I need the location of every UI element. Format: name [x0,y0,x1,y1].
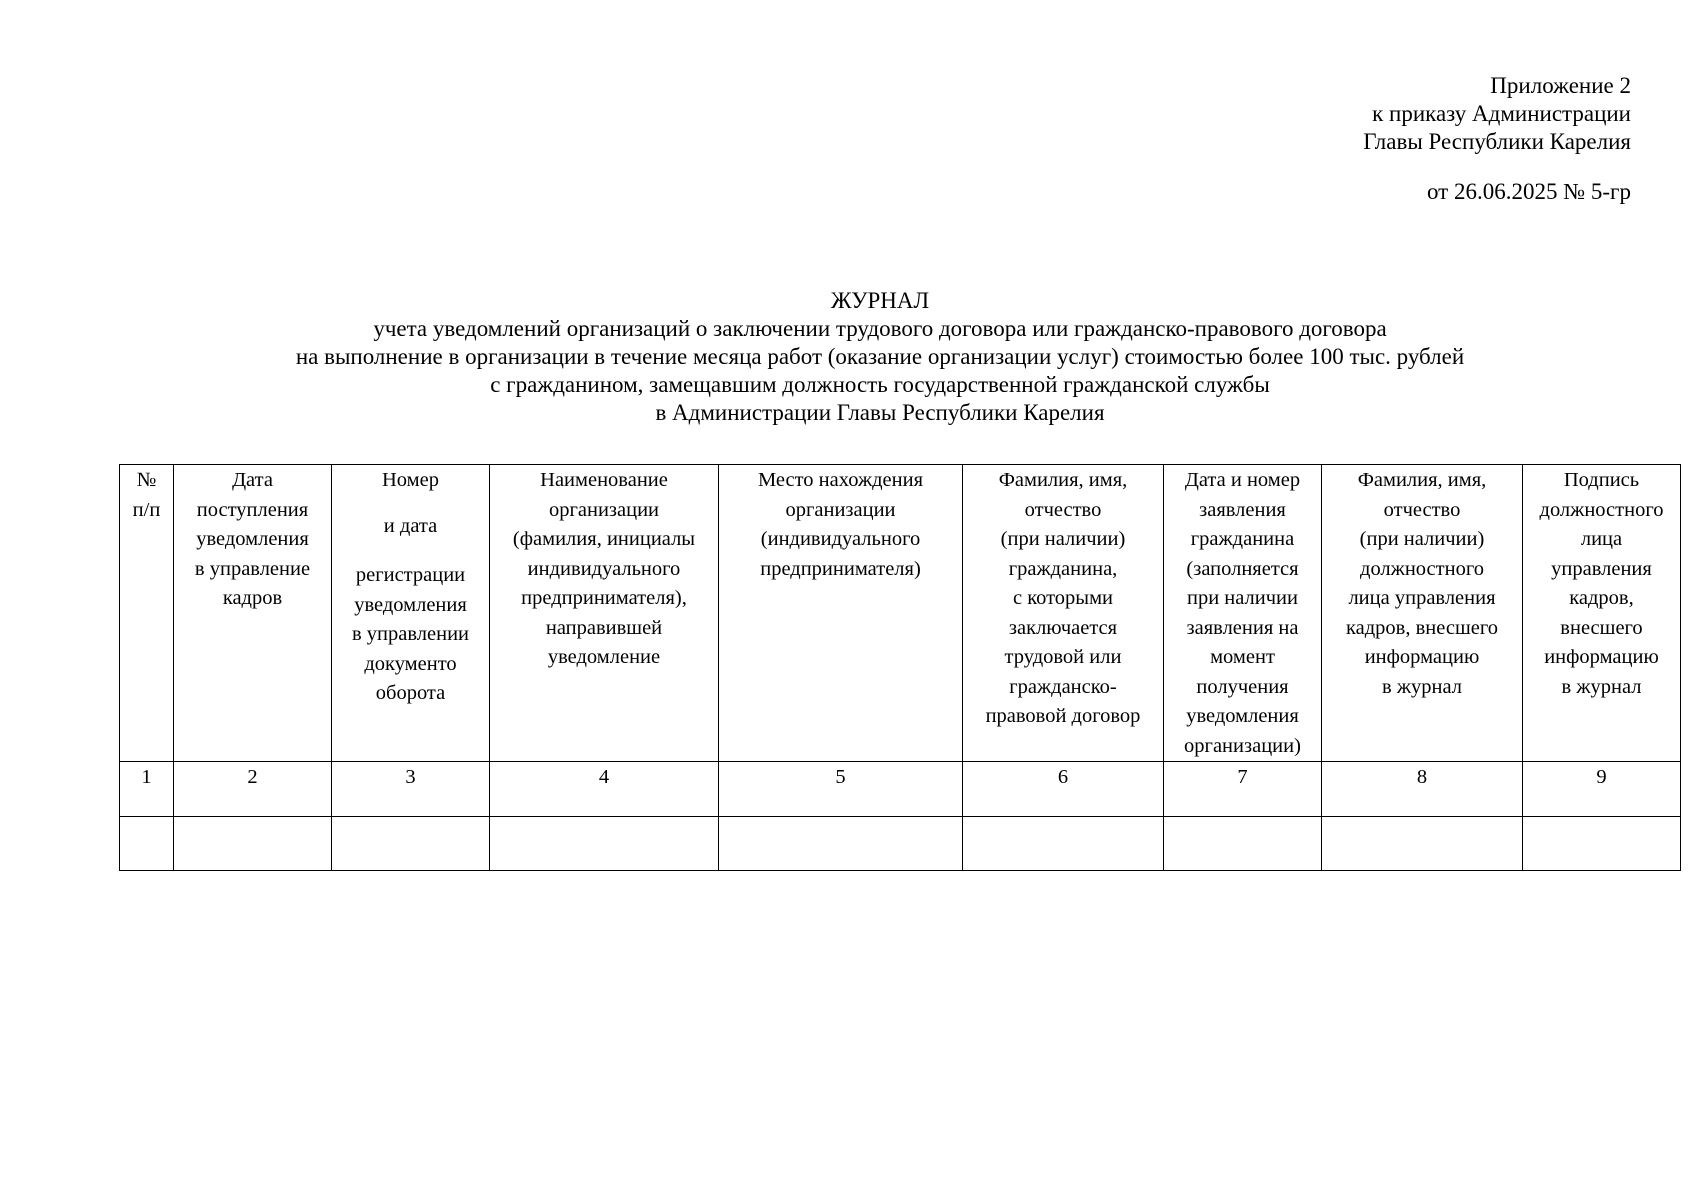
title-line: на выполнение в организации в течение месяца работ (оказание организации услуг) стоимостью более 100 тыс. рублей [295,344,1465,369]
header-text: направившей [545,616,663,639]
header-text: Дата и номер [1184,469,1301,491]
appendix-line: Приложение 2 [1490,73,1631,98]
header-text: индивидуального [527,557,681,580]
appendix-line: Главы Республики Карелия [1363,129,1631,154]
header-text: в управление [194,557,311,580]
header-text: уведомления [354,593,467,616]
header-text: правовой договор [985,705,1141,727]
header-text: Подпись [1563,469,1640,491]
header-text: лица [1580,528,1623,550]
header-text: заключается [1008,616,1118,639]
header-text: (при наличии) [1359,528,1485,550]
empty-cell [332,817,490,871]
column-number-cell: 5 [719,762,963,817]
column-number-cell: 6 [963,762,1164,817]
title-line: учета уведомлений организаций о заключении трудового договора или гражданско-правового договора [373,316,1387,341]
header-text: и дата [383,514,438,537]
header-text: уведомления [1186,705,1299,727]
appendix-line: к приказу Администрации [1372,101,1631,126]
header-text: с которыми [1012,587,1114,609]
header-text: заявления на [1186,616,1299,639]
title-line: в Администрации Главы Республики Карелия [655,400,1105,425]
header-text: при наличии [1186,587,1299,609]
header-text: информацию [1544,646,1659,668]
column-number-cell: 8 [1322,762,1523,817]
header-text: Фамилия, имя, [1357,469,1487,491]
header-text: трудовой или [1004,646,1122,668]
header-text: внесшего [1560,616,1643,639]
header-text: (заполняется [1186,557,1299,580]
empty-cell [120,817,174,871]
header-text: должностного [1539,498,1664,521]
header-text: организации) [1184,734,1301,757]
header-text: в журнал [1561,675,1642,698]
header-cell [963,465,1164,762]
header-text: п/п [132,498,161,521]
header-text: предпринимателя), [521,587,687,609]
column-number-cell: 4 [490,762,719,817]
empty-cell [490,817,719,871]
header-text: поступления [196,498,309,521]
header-text: (при наличии) [1000,528,1126,550]
header-text: Место нахождения [757,469,924,491]
header-text: кадров, [1569,587,1634,609]
header-cell [1322,465,1523,762]
header-text: отчество [1024,498,1102,521]
header-text: уведомление [547,646,661,668]
header-text: в журнал [1382,675,1462,698]
header-text: должностного [1360,557,1484,580]
header-text: лица управления [1348,587,1496,609]
empty-cell [174,817,332,871]
header-text: организации [548,498,660,521]
column-number-cell: 7 [1164,762,1322,817]
header-text: в управлении [351,623,470,645]
header-text: организации [785,498,896,521]
table-row [120,817,1681,871]
header-cell [174,465,332,762]
column-number-cell: 1 [120,762,174,817]
header-text: предпринимателя) [760,557,921,580]
empty-cell [1523,817,1681,871]
header-text: оборота [375,682,446,704]
title-line: с гражданином, замещавшим должность государственной гражданской службы [490,372,1270,397]
header-cell [719,465,963,762]
header-cell [1523,465,1681,762]
document-title: ЖУРНАЛ [830,288,930,313]
header-text: гражданина, [1008,557,1118,580]
header-text: (индивидуального [760,528,921,550]
column-number-cell: 2 [174,762,332,817]
header-text: (фамилия, инициалы [512,528,696,550]
header-text: регистрации [355,564,466,586]
header-text: получения [1196,675,1289,698]
empty-cell [719,817,963,871]
column-number-cell: 3 [332,762,490,817]
empty-cell [1164,817,1322,871]
empty-cell [963,817,1164,871]
appendix-block [1363,72,1631,206]
header-text: кадров [222,587,283,609]
header-text: отчество [1383,498,1461,521]
header-text: уведомления [196,528,309,550]
column-number-cell: 9 [1523,762,1681,817]
empty-cell [1322,817,1523,871]
journal-table [119,464,1681,871]
header-text: гражданско- [1009,675,1117,698]
header-cell [1164,465,1322,762]
header-text: Наименование [540,469,668,491]
header-cell [120,465,174,762]
header-text: Дата [232,469,273,491]
header-text: № [136,469,157,491]
document-heading [0,287,1697,427]
header-text: информацию [1364,646,1480,668]
header-cell [490,465,719,762]
header-text: Номер [382,469,439,491]
header-text: кадров, внесшего [1346,616,1498,639]
header-text: документо [364,652,457,675]
header-text: Фамилия, имя, [998,469,1128,491]
column-number-row [120,762,1681,817]
header-text: гражданина [1190,528,1295,550]
header-text: управления [1551,557,1652,580]
header-row [120,465,1681,762]
header-text: момент [1210,646,1275,668]
header-cell [332,465,490,762]
header-text: заявления [1199,498,1286,521]
order-date: от 26.06.2025 № 5-гр [1426,179,1631,204]
